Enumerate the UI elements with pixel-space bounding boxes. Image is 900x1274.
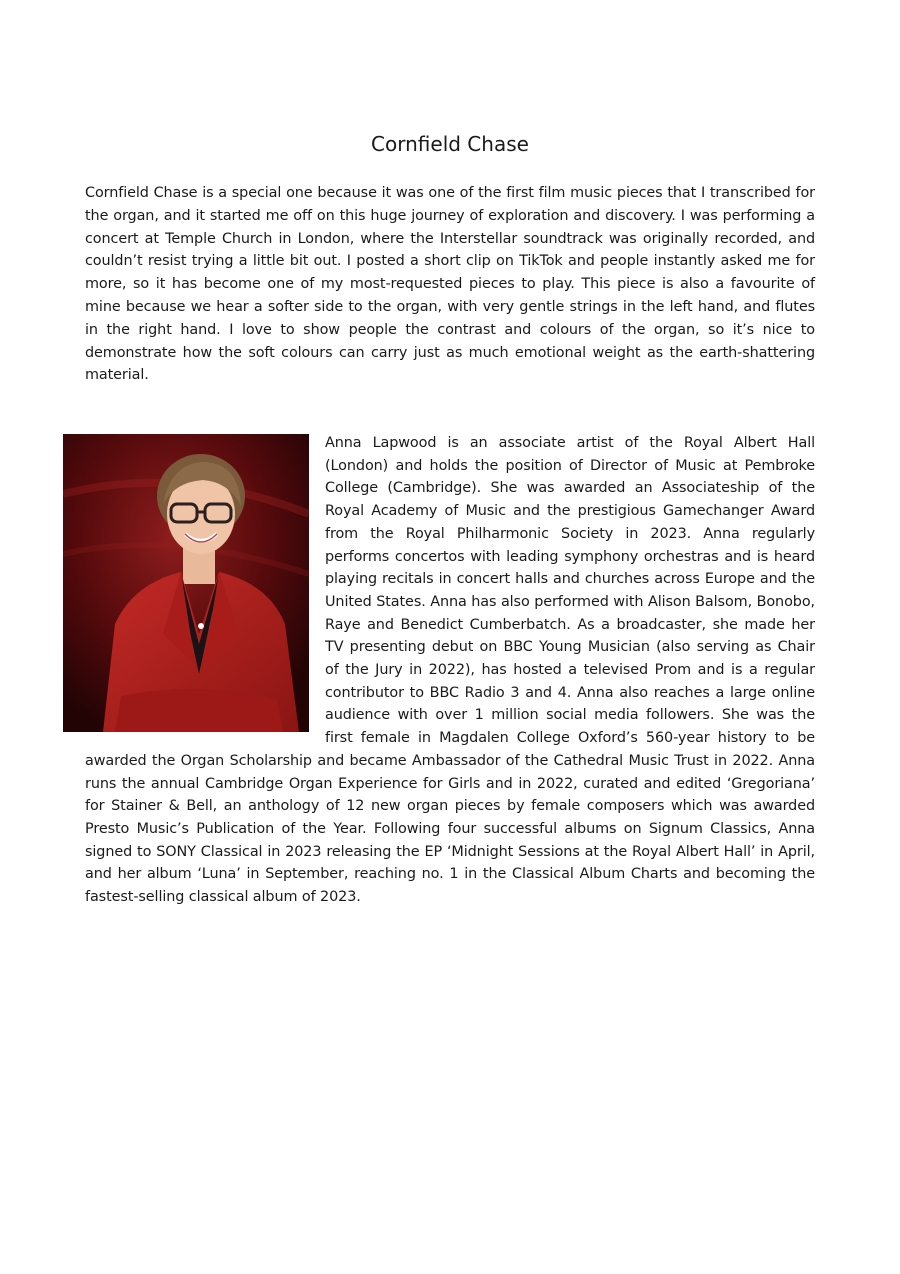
- portrait-icon: [63, 434, 309, 732]
- portrait-photo: [63, 434, 309, 732]
- bio-text: Anna Lapwood is an associate artist of the Royal Albert Hall (London) and holds the position of Director of Music at Pembroke College (Cambridge). She was awarded an Associateship of the Royal Academy of Music and the prestigious Gamechanger Award from the Royal Philharmonic Society in 2023. Anna regularly performs concertos with leading symphony orchestras and is heard playing recitals in concert halls and churches across Europe and the United States. Anna has also performed with Alison Balsom, Bonobo, Raye and Benedict Cumberbatch. As a broadcaster, she made her TV presenting debut on BBC Young Musician (also serving as Chair of the Jury in 2022), has hosted a televised Prom and is a regular contributor to BBC Radio 3 and 4. Anna also reaches a large online audience with over 1 million social media followers. She was the first female in Magdalen College Oxford’s 560-year history to be awarded the Organ Scholarship and became Ambassador of the Cathedral Music Trust in 2022. Anna runs the annual Cambridge Organ Experience for Girls and in 2022, curated and edited ‘Gregoriana’ for Stainer & Bell, an anthology of 12 new organ pieces by female composers which was awarded Presto Music’s Publication of the Year. Following four successful albums on Signum Classics, Anna signed to SONY Classical in 2023 releasing the EP ‘Midnight Sessions at the Royal Albert Hall’ in April, and her album ‘Luna’ in September, reaching no. 1 in the Classical Album Charts and becoming the fastest-selling classical album of 2023.: [85, 435, 815, 906]
- intro-paragraph: Cornfield Chase is a special one because it was one of the first film music pieces that I transcribed for the organ, and it started me off on this huge journey of exploration and discovery. I was performing a concert at Temple Church in London, where the Interstellar soundtrack was originally recorded, and couldn’t resist trying a little bit out. I posted a short clip on TikTok and people instantly asked me for more, so it has become one of my most-requested pieces to play. This piece is also a favourite of mine because we hear a softer side to the organ, with very gentle strings in the left hand, and flutes in the right hand. I love to show people the contrast and colours of the organ, so it’s nice to demonstrate how the soft colours can carry just as much emotional weight as the earth-shattering material.: [85, 185, 815, 384]
- biography-section: [85, 432, 815, 909]
- page-title: Cornfield Chase: [371, 132, 529, 156]
